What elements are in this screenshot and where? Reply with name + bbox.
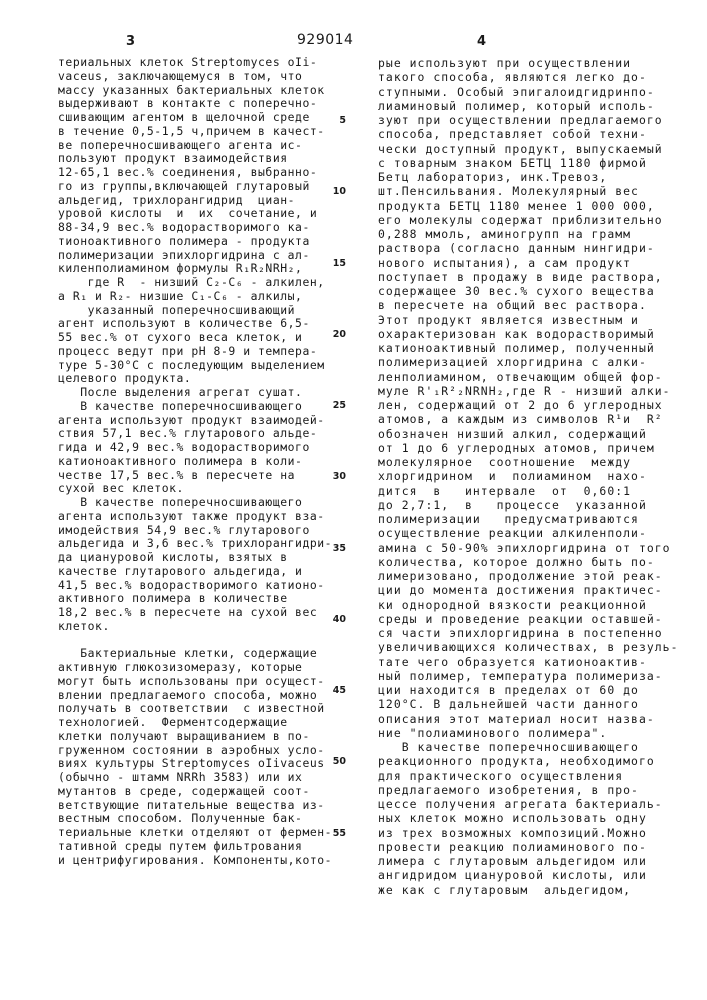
text-line: атомов, а каждым из символов R¹и R²	[378, 412, 679, 426]
right-text-column	[378, 56, 679, 897]
text-line: содержащее 30 вес.% сухого вещества	[378, 284, 679, 298]
text-line: альдегид, трихлорангидрид циан-	[58, 194, 332, 208]
text-line: среды и проведение реакции оставшей-	[378, 612, 679, 626]
patent-number: 929014	[297, 32, 353, 48]
text-line: такого способа, являются легко до-	[378, 70, 679, 84]
text-line: ве поперечносшивающего агента ис-	[58, 139, 332, 153]
text-line: технологией. Ферментсодержащие	[58, 716, 332, 730]
text-line: до 2,7:1, в процессе указанной	[378, 498, 679, 512]
line-number: 35	[326, 543, 346, 554]
text-line: амина с 50-90% эпихлоргидрина от того	[378, 541, 679, 555]
text-line: получать в соответствии с известной	[58, 702, 332, 716]
text-line: териальные клетки отделяют от фермен-	[58, 826, 332, 840]
line-number: 50	[326, 756, 346, 767]
text-line: ствия 57,1 вес.% глутарового альде-	[58, 427, 332, 441]
text-line: реакционного продукта, необходимого	[378, 754, 679, 768]
text-line: 18,2 вес.% в пересчете на сухой вес	[58, 606, 332, 620]
text-line: охарактеризован как водорастворимый	[378, 327, 679, 341]
text-line: вестным способом. Полученные бак-	[58, 812, 332, 826]
text-line: ангидридом циануровой кислоты, или	[378, 868, 679, 882]
text-line: териальных клеток Streptomyces oIi-	[58, 56, 332, 70]
text-line: агента используют продукт взаимодей-	[58, 414, 332, 428]
text-line: указанный поперечносшивающий	[58, 304, 332, 318]
line-number: 40	[326, 614, 346, 625]
line-number: 25	[326, 400, 346, 411]
text-line: (обычно - штамм NRRh 3583) или их	[58, 771, 332, 785]
line-number: 45	[326, 685, 346, 696]
text-line: тионоактивного полимера - продукта	[58, 235, 332, 249]
line-number: 5	[326, 115, 346, 126]
text-line: целевого продукта.	[58, 372, 332, 386]
text-line: зуют при осуществлении предлагаемого	[378, 113, 679, 127]
text-line: ный полимер, температура полимериза-	[378, 669, 679, 683]
text-line: лимера с глутаровым альдегидом или	[378, 854, 679, 868]
line-number: 10	[326, 186, 346, 197]
page-number-right: 4	[477, 34, 486, 49]
text-line: провести реакцию полиаминового по-	[378, 840, 679, 854]
text-line: 55 вес.% от сухого веса клеток, и	[58, 331, 332, 345]
text-line: рые используют при осуществлении	[378, 56, 679, 70]
text-line: пользуют продукт взаимодействия	[58, 152, 332, 166]
text-line: туре 5-30°C с последующим выделением	[58, 359, 332, 373]
text-line: имодействия 54,9 вес.% глутарового	[58, 524, 332, 538]
text-line: виях культуры Streptomyces oIivaceus	[58, 757, 332, 771]
text-line: ки однородной вязкости реакционной	[378, 598, 679, 612]
text-line: могут быть использованы при осущест-	[58, 675, 332, 689]
text-line: влении предлагаемого способа, можно	[58, 689, 332, 703]
text-line: сшивающим агентом в щелочной среде	[58, 111, 332, 125]
text-line: альдегида и 3,6 вес.% трихлорангидри-	[58, 537, 332, 551]
line-number: 30	[326, 471, 346, 482]
text-line: ступными. Особый эпигалоидгидринпо-	[378, 85, 679, 99]
text-line: лен, содержащий от 2 до 6 углеродных	[378, 398, 679, 412]
text-line: После выделения агрегат сушат.	[58, 386, 332, 400]
text-line: да циануровой кислоты, взятых в	[58, 551, 332, 565]
text-line: киленполиамином формулы R₁R₂NRH₂,	[58, 262, 332, 276]
text-line: раствора (согласно данным нингидри-	[378, 241, 679, 255]
text-line: 41,5 вес.% водорастворимого катионо-	[58, 579, 332, 593]
text-line: ции до момента достижения практичес-	[378, 583, 679, 597]
text-line: ных клеток можно использовать одну	[378, 811, 679, 825]
text-line: продукта БЕТЦ 1180 менее 1 000 000,	[378, 199, 679, 213]
text-line: обозначен низший алкил, содержащий	[378, 427, 679, 441]
text-line: способа, представляет собой техни-	[378, 127, 679, 141]
text-line: описания этот материал носит назва-	[378, 712, 679, 726]
text-line: vaceus, заключающемуся в том, что	[58, 70, 332, 84]
text-line: где R - низший C₂-C₆ - алкилен,	[58, 276, 332, 290]
text-line: клетки получают выращиванием в по-	[58, 730, 332, 744]
text-line	[58, 634, 332, 648]
text-line: ся части эпихлоргидрина в постепенно	[378, 626, 679, 640]
text-line: молекулярное соотношение между	[378, 455, 679, 469]
text-line: массу указанных бактериальных клеток	[58, 84, 332, 98]
text-line: в течение 0,5-1,5 ч,причем в качест-	[58, 125, 332, 139]
text-line: а R₁ и R₂- низшие C₁-C₆ - алкилы,	[58, 290, 332, 304]
text-line: же как с глутаровым альдегидом,	[378, 883, 679, 897]
line-number: 15	[326, 258, 346, 269]
text-line: агента используют также продукт вза-	[58, 510, 332, 524]
text-line: муле R'₁R²₂NRNH₂,где R - низший алки-	[378, 384, 679, 398]
text-line: с товарным знаком БЕТЦ 1180 фирмой	[378, 156, 679, 170]
text-line: 12-65,1 вес.% соединения, выбранно-	[58, 166, 332, 180]
text-line: ции находится в пределах от 60 до	[378, 683, 679, 697]
text-line: ветствующие питательные вещества из-	[58, 799, 332, 813]
text-line: 120°C. В дальнейшей части данного	[378, 697, 679, 711]
text-line: В качестве поперечносшивающего	[378, 740, 679, 754]
text-line: лиаминовый полимер, который исполь-	[378, 99, 679, 113]
text-line: дится в интервале от 0,60:1	[378, 484, 679, 498]
text-line: качестве глутарового альдегида, и	[58, 565, 332, 579]
text-line: из трех возможных композиций.Можно	[378, 826, 679, 840]
text-line: агент используют в количестве 6,5-	[58, 317, 332, 331]
text-line: процесс ведут при pH 8-9 и темпера-	[58, 345, 332, 359]
line-number: 55	[326, 828, 346, 839]
text-line: увеличивающихся количествах, в резуль-	[378, 640, 679, 654]
text-line: ленполиамином, отвечающим общей фор-	[378, 370, 679, 384]
text-line: честве 17,5 вес.% в пересчете на	[58, 469, 332, 483]
text-line: Бактериальные клетки, содержащие	[58, 647, 332, 661]
text-line: его молекулы содержат приблизительно	[378, 213, 679, 227]
text-line: лимеризовано, продолжение этой реак-	[378, 569, 679, 583]
text-line: тативной среды путем фильтрования	[58, 840, 332, 854]
text-line: груженном состоянии в аэробных усло-	[58, 744, 332, 758]
text-line: ние "полиаминового полимера".	[378, 726, 679, 740]
text-line: количества, которое должно быть по-	[378, 555, 679, 569]
text-line: нового испытания), а сам продукт	[378, 256, 679, 270]
text-line: полимеризации предусматриваются	[378, 512, 679, 526]
page-number-left: 3	[126, 34, 135, 49]
text-line: активного полимера в количестве	[58, 592, 332, 606]
text-line: сухой вес клеток.	[58, 482, 332, 496]
text-line: шт.Пенсильвания. Молекулярный вес	[378, 184, 679, 198]
text-line: от 1 до 6 углеродных атомов, причем	[378, 441, 679, 455]
text-line: 88-34,9 вес.% водорастворимого ка-	[58, 221, 332, 235]
text-line: 0,288 ммоль, аминогрупп на грамм	[378, 227, 679, 241]
text-line: цессе получения агрегата бактериаль-	[378, 797, 679, 811]
text-line: поступает в продажу в виде раствора,	[378, 270, 679, 284]
text-line: осуществление реакции алкиленполи-	[378, 526, 679, 540]
text-line: Бетц лабораториз, инк.Тревоз,	[378, 170, 679, 184]
text-line: тате чего образуется катионоактив-	[378, 655, 679, 669]
text-line: Этот продукт является известным и	[378, 313, 679, 327]
text-line: и центрифугирования. Компоненты,кото-	[58, 854, 332, 868]
text-line: в пересчете на общий вес раствора.	[378, 298, 679, 312]
text-line: клеток.	[58, 620, 332, 634]
text-line: мутантов в среде, содержащей соот-	[58, 785, 332, 799]
text-line: активную глюкозизомеразу, которые	[58, 661, 332, 675]
text-line: В качестве поперечносшивающего	[58, 496, 332, 510]
text-line: полимеризацией хлоргидрина с алки-	[378, 355, 679, 369]
left-text-column	[58, 56, 332, 867]
line-number: 20	[326, 329, 346, 340]
text-line: полимеризации эпихлоргидрина с ал-	[58, 249, 332, 263]
text-line: го из группы,включающей глутаровый	[58, 180, 332, 194]
text-line: В качестве поперечносшивающего	[58, 400, 332, 414]
text-line: чески доступный продукт, выпускаемый	[378, 142, 679, 156]
text-line: для практического осуществления	[378, 769, 679, 783]
text-line: катионоактивный полимер, полученный	[378, 341, 679, 355]
text-line: катионоактивного полимера в коли-	[58, 455, 332, 469]
text-line: предлагаемого изобретения, в про-	[378, 783, 679, 797]
text-line: выдерживают в контакте с поперечно-	[58, 97, 332, 111]
text-line: хлоргидрином и полиамином нахо-	[378, 469, 679, 483]
text-line: гида и 42,9 вес.% водорастворимого	[58, 441, 332, 455]
text-line: уровой кислоты и их сочетание, и	[58, 207, 332, 221]
